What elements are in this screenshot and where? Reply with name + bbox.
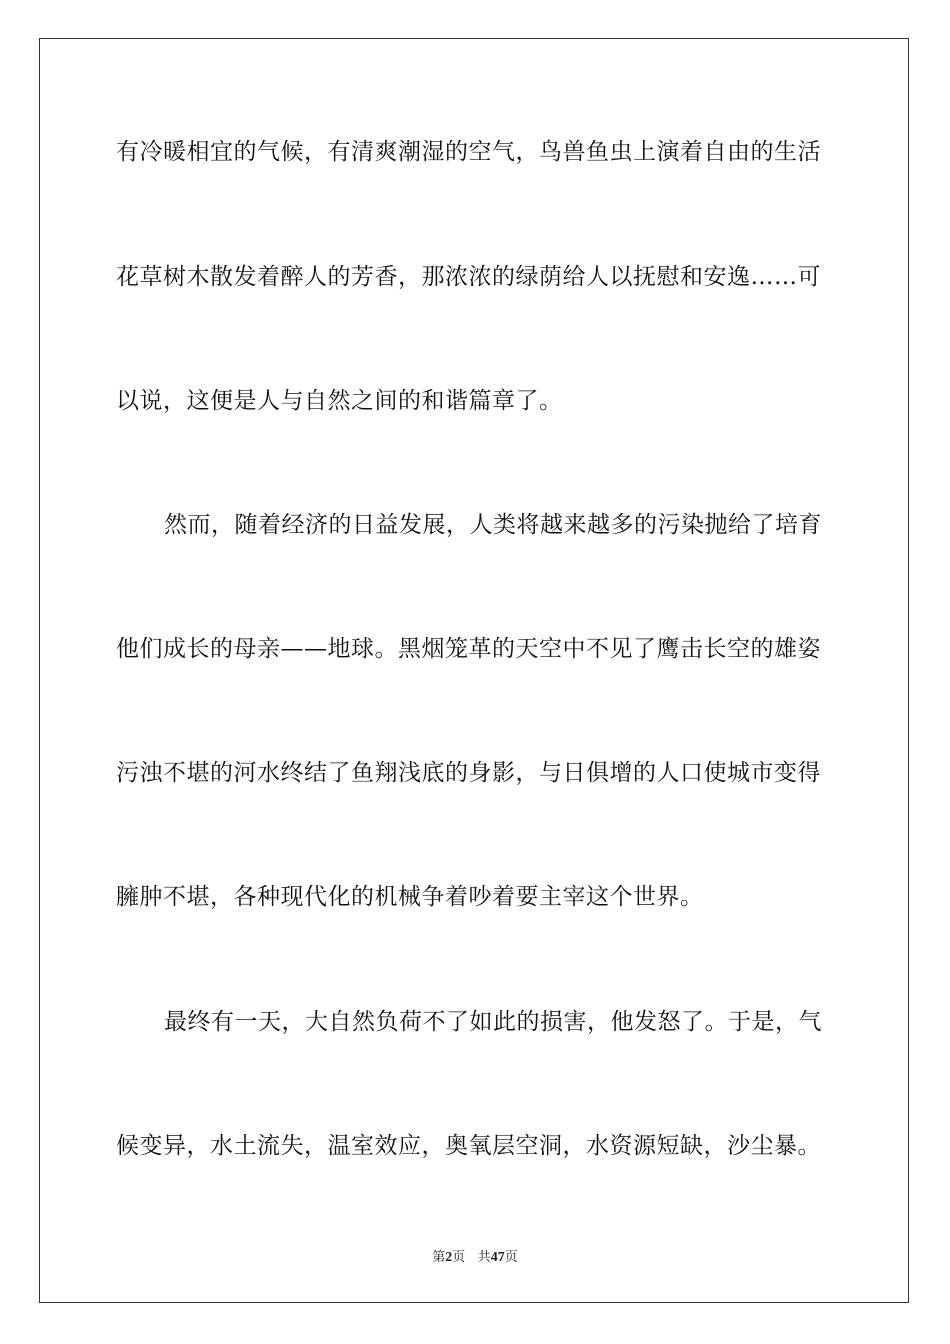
total-prefix: 共 — [477, 1250, 491, 1265]
text-line-8: 最终有一天，大自然负荷不了如此的损害，他发怒了。于是，气 — [164, 1009, 822, 1035]
total-suffix: 页 — [504, 1250, 518, 1265]
text-line-6: 污浊不堪的河水终结了鱼翔浅底的身影，与日俱增的人口使城市变得 — [116, 760, 821, 786]
page-prefix: 第 — [432, 1250, 446, 1265]
text-line-5: 他们成长的母亲——地球。黑烟笼革的天空中不见了鹰击长空的雄姿 — [116, 636, 821, 662]
page-footer — [0, 1246, 950, 1266]
text-line-7: 臃肿不堪，各种现代化的机械争着吵着要主宰这个世界。 — [116, 884, 704, 910]
page-border — [39, 38, 909, 1303]
text-line-2: 花草树木散发着醉人的芳香，那浓浓的绿荫给人以抚慰和安逸……可 — [116, 264, 821, 290]
text-line-9: 候变异，水土流失，温室效应，奥氧层空洞，水资源短缺，沙尘暴。 — [116, 1133, 821, 1159]
page-number: 2 — [445, 1250, 453, 1265]
page-suffix: 页 — [452, 1250, 466, 1265]
text-line-3: 以说，这便是人与自然之间的和谐篇章了。 — [116, 388, 563, 414]
text-line-1: 有冷暖相宜的气候，有清爽潮湿的空气，鸟兽鱼虫上演着自由的生活 — [116, 139, 821, 165]
total-pages: 47 — [490, 1250, 505, 1265]
text-line-4: 然而，随着经济的日益发展，人类将越来越多的污染抛给了培育 — [164, 512, 822, 538]
